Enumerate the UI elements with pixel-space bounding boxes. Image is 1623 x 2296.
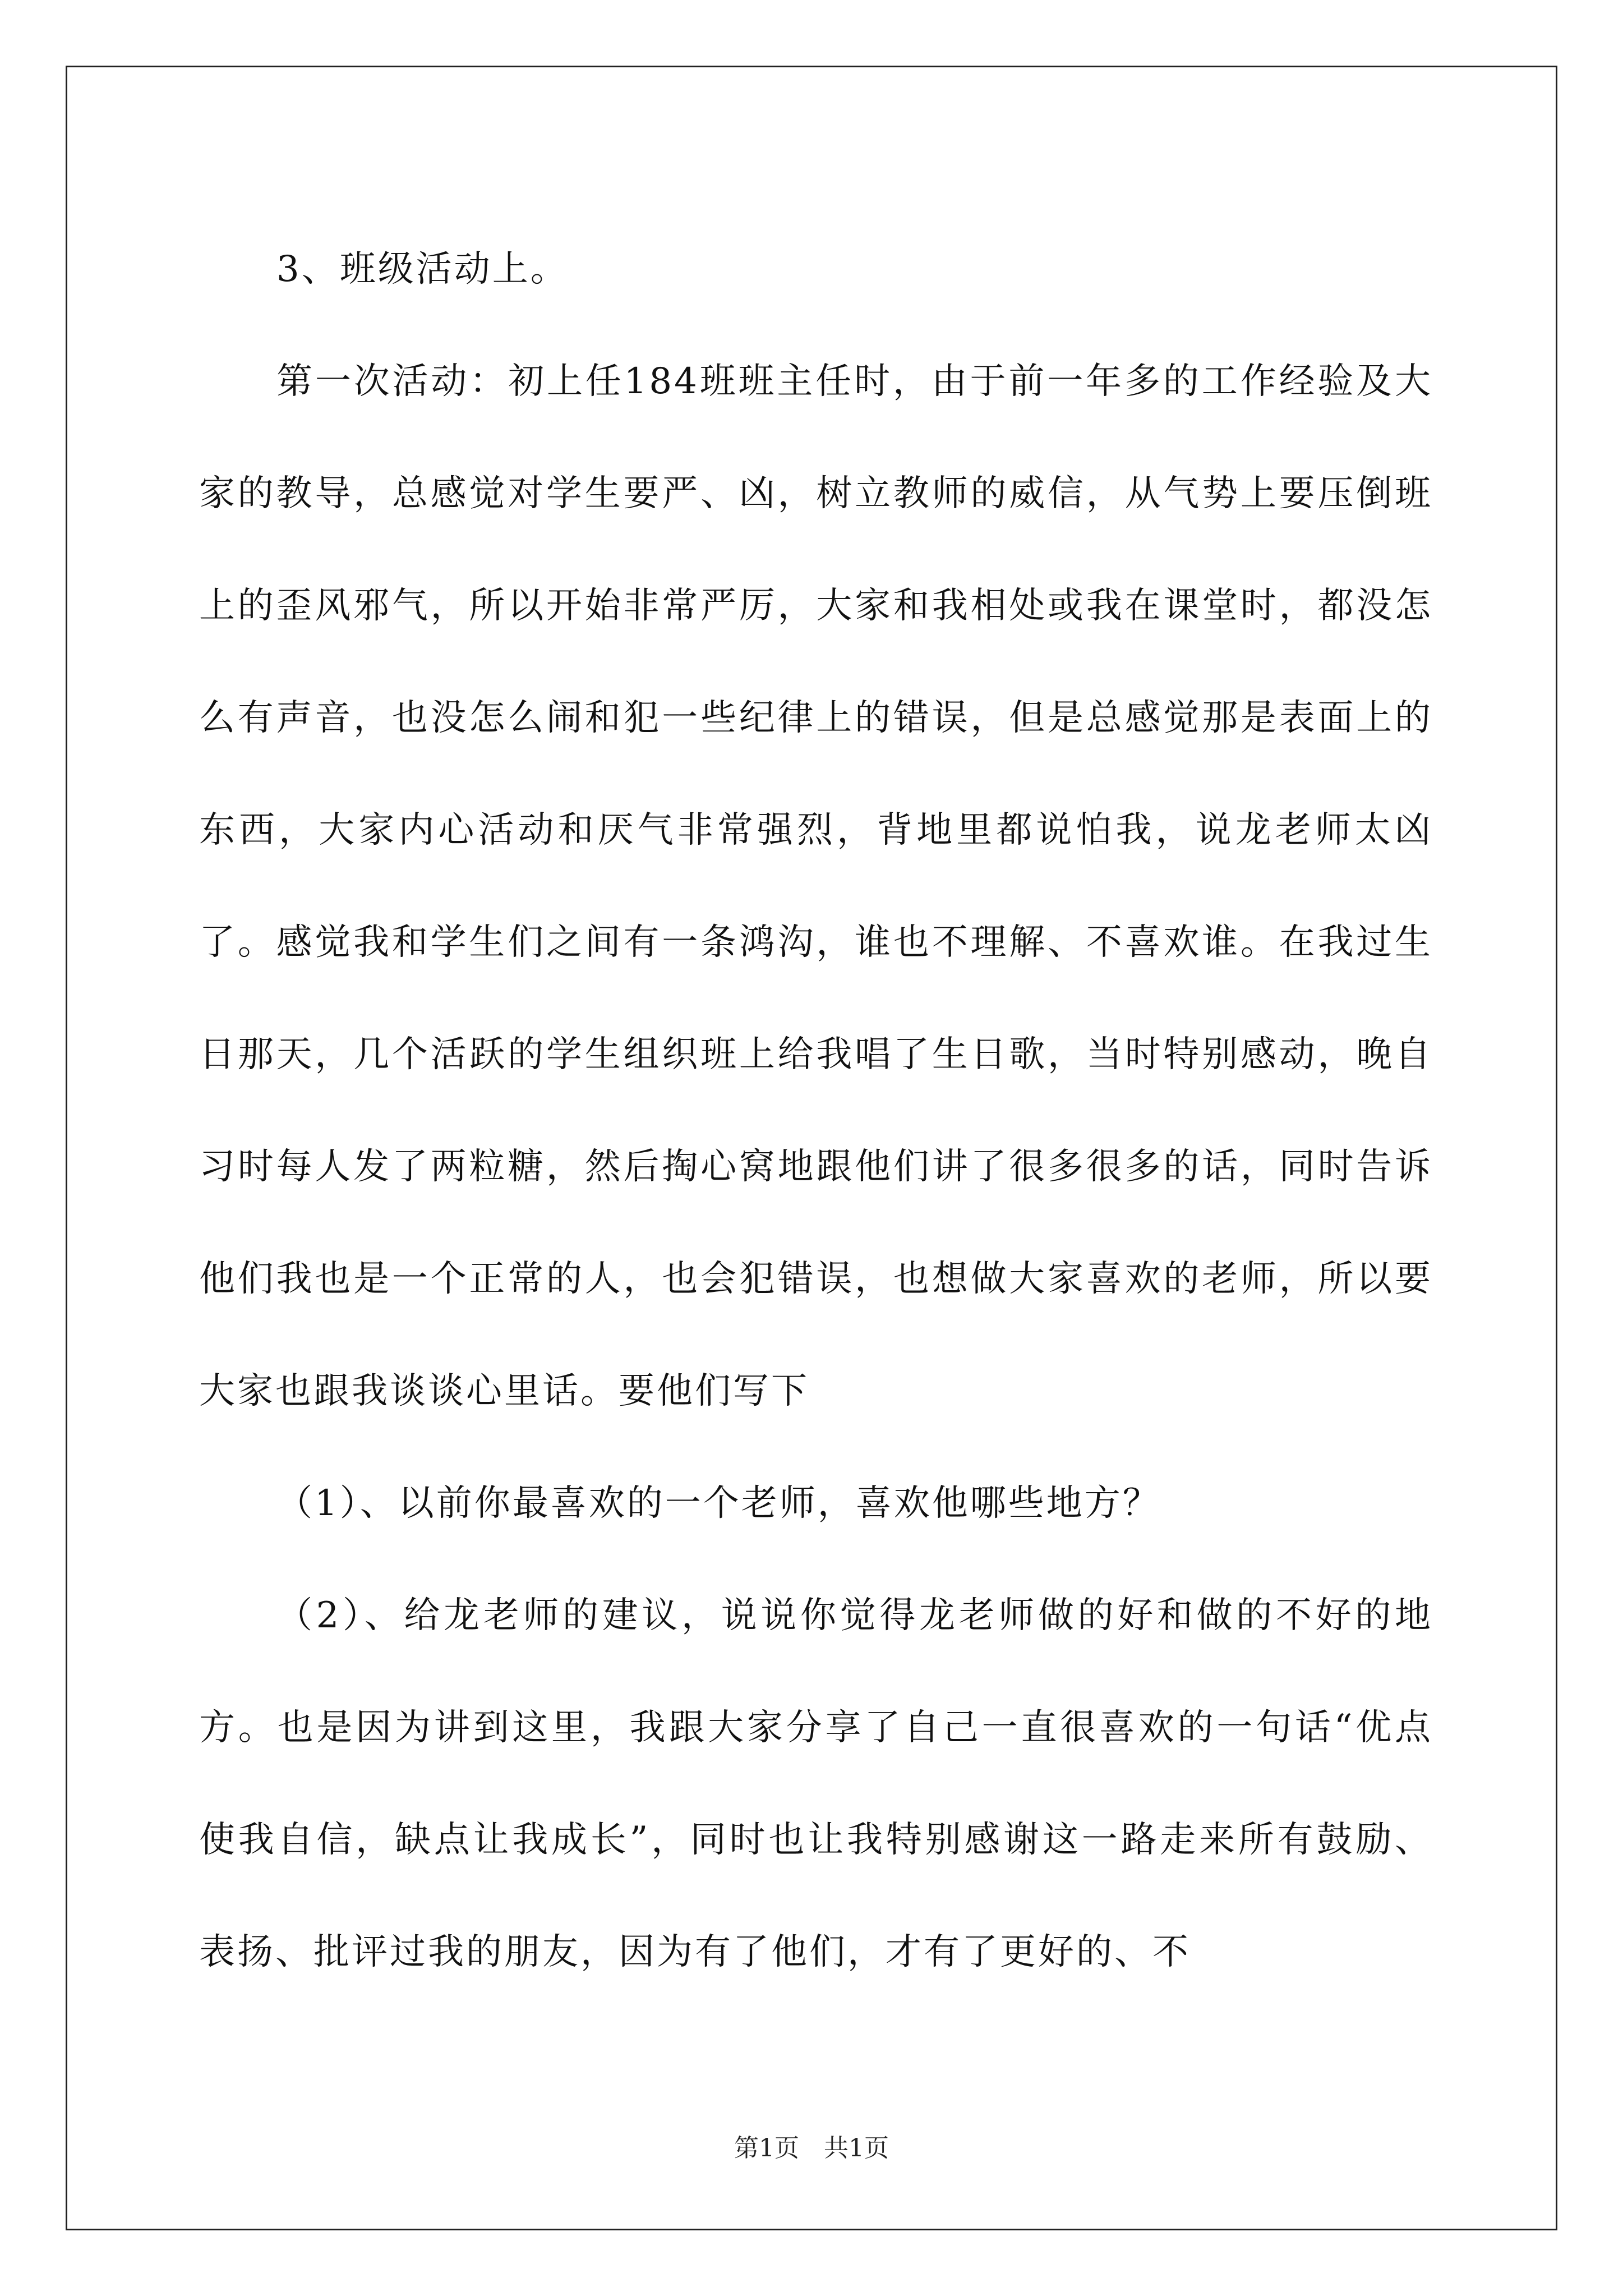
paragraph: 第一次活动：初上任184班班主任时，由于前一年多的工作经验及大家的教导，总感觉对学生要严、凶，树立教师的威信，从气势上要压倒班上的歪风邪气，所以开始非常严厉，大家和我相处或我在课堂时，都没怎么有声音，也没怎么闹和犯一些纪律上的错误，但是总感觉那是表面上的东西，大家内心活动和厌气非常强烈，背地里都说怕我，说龙老师太凶了。感觉我和学生们之间有一条鸿沟，谁也不理解、不喜欢谁。在我过生日那天，几个活跃的学生组织班上给我唱了生日歌，当时特别感动，晚自习时每人发了两粒糖，然后掏心窝地跟他们讲了很多很多的话，同时告诉他们我也是一个正常的人，也会犯错误，也想做大家喜欢的老师，所以要大家也跟我谈谈心里话。要他们写下	[199, 361, 1433, 1412]
paragraph: （1）、以前你最喜欢的一个老师，喜欢他哪些地方？	[276, 1483, 1161, 1524]
paragraph: （2）、给龙老师的建议，说说你觉得龙老师做的好和做的不好的地方。也是因为讲到这里，我跟大家分享了自己一直很喜欢的一句话“优点使我自信，缺点让我成长”，同时也让我特别感谢这一路走来所有鼓励、表扬、批评过我的朋友，因为有了他们，才有了更好的、不	[199, 1595, 1433, 1973]
page-footer: 第1页 共1页	[734, 2134, 889, 2162]
paragraph-heading: 3、班级活动上。	[276, 249, 569, 290]
document-body	[199, 213, 1433, 2008]
